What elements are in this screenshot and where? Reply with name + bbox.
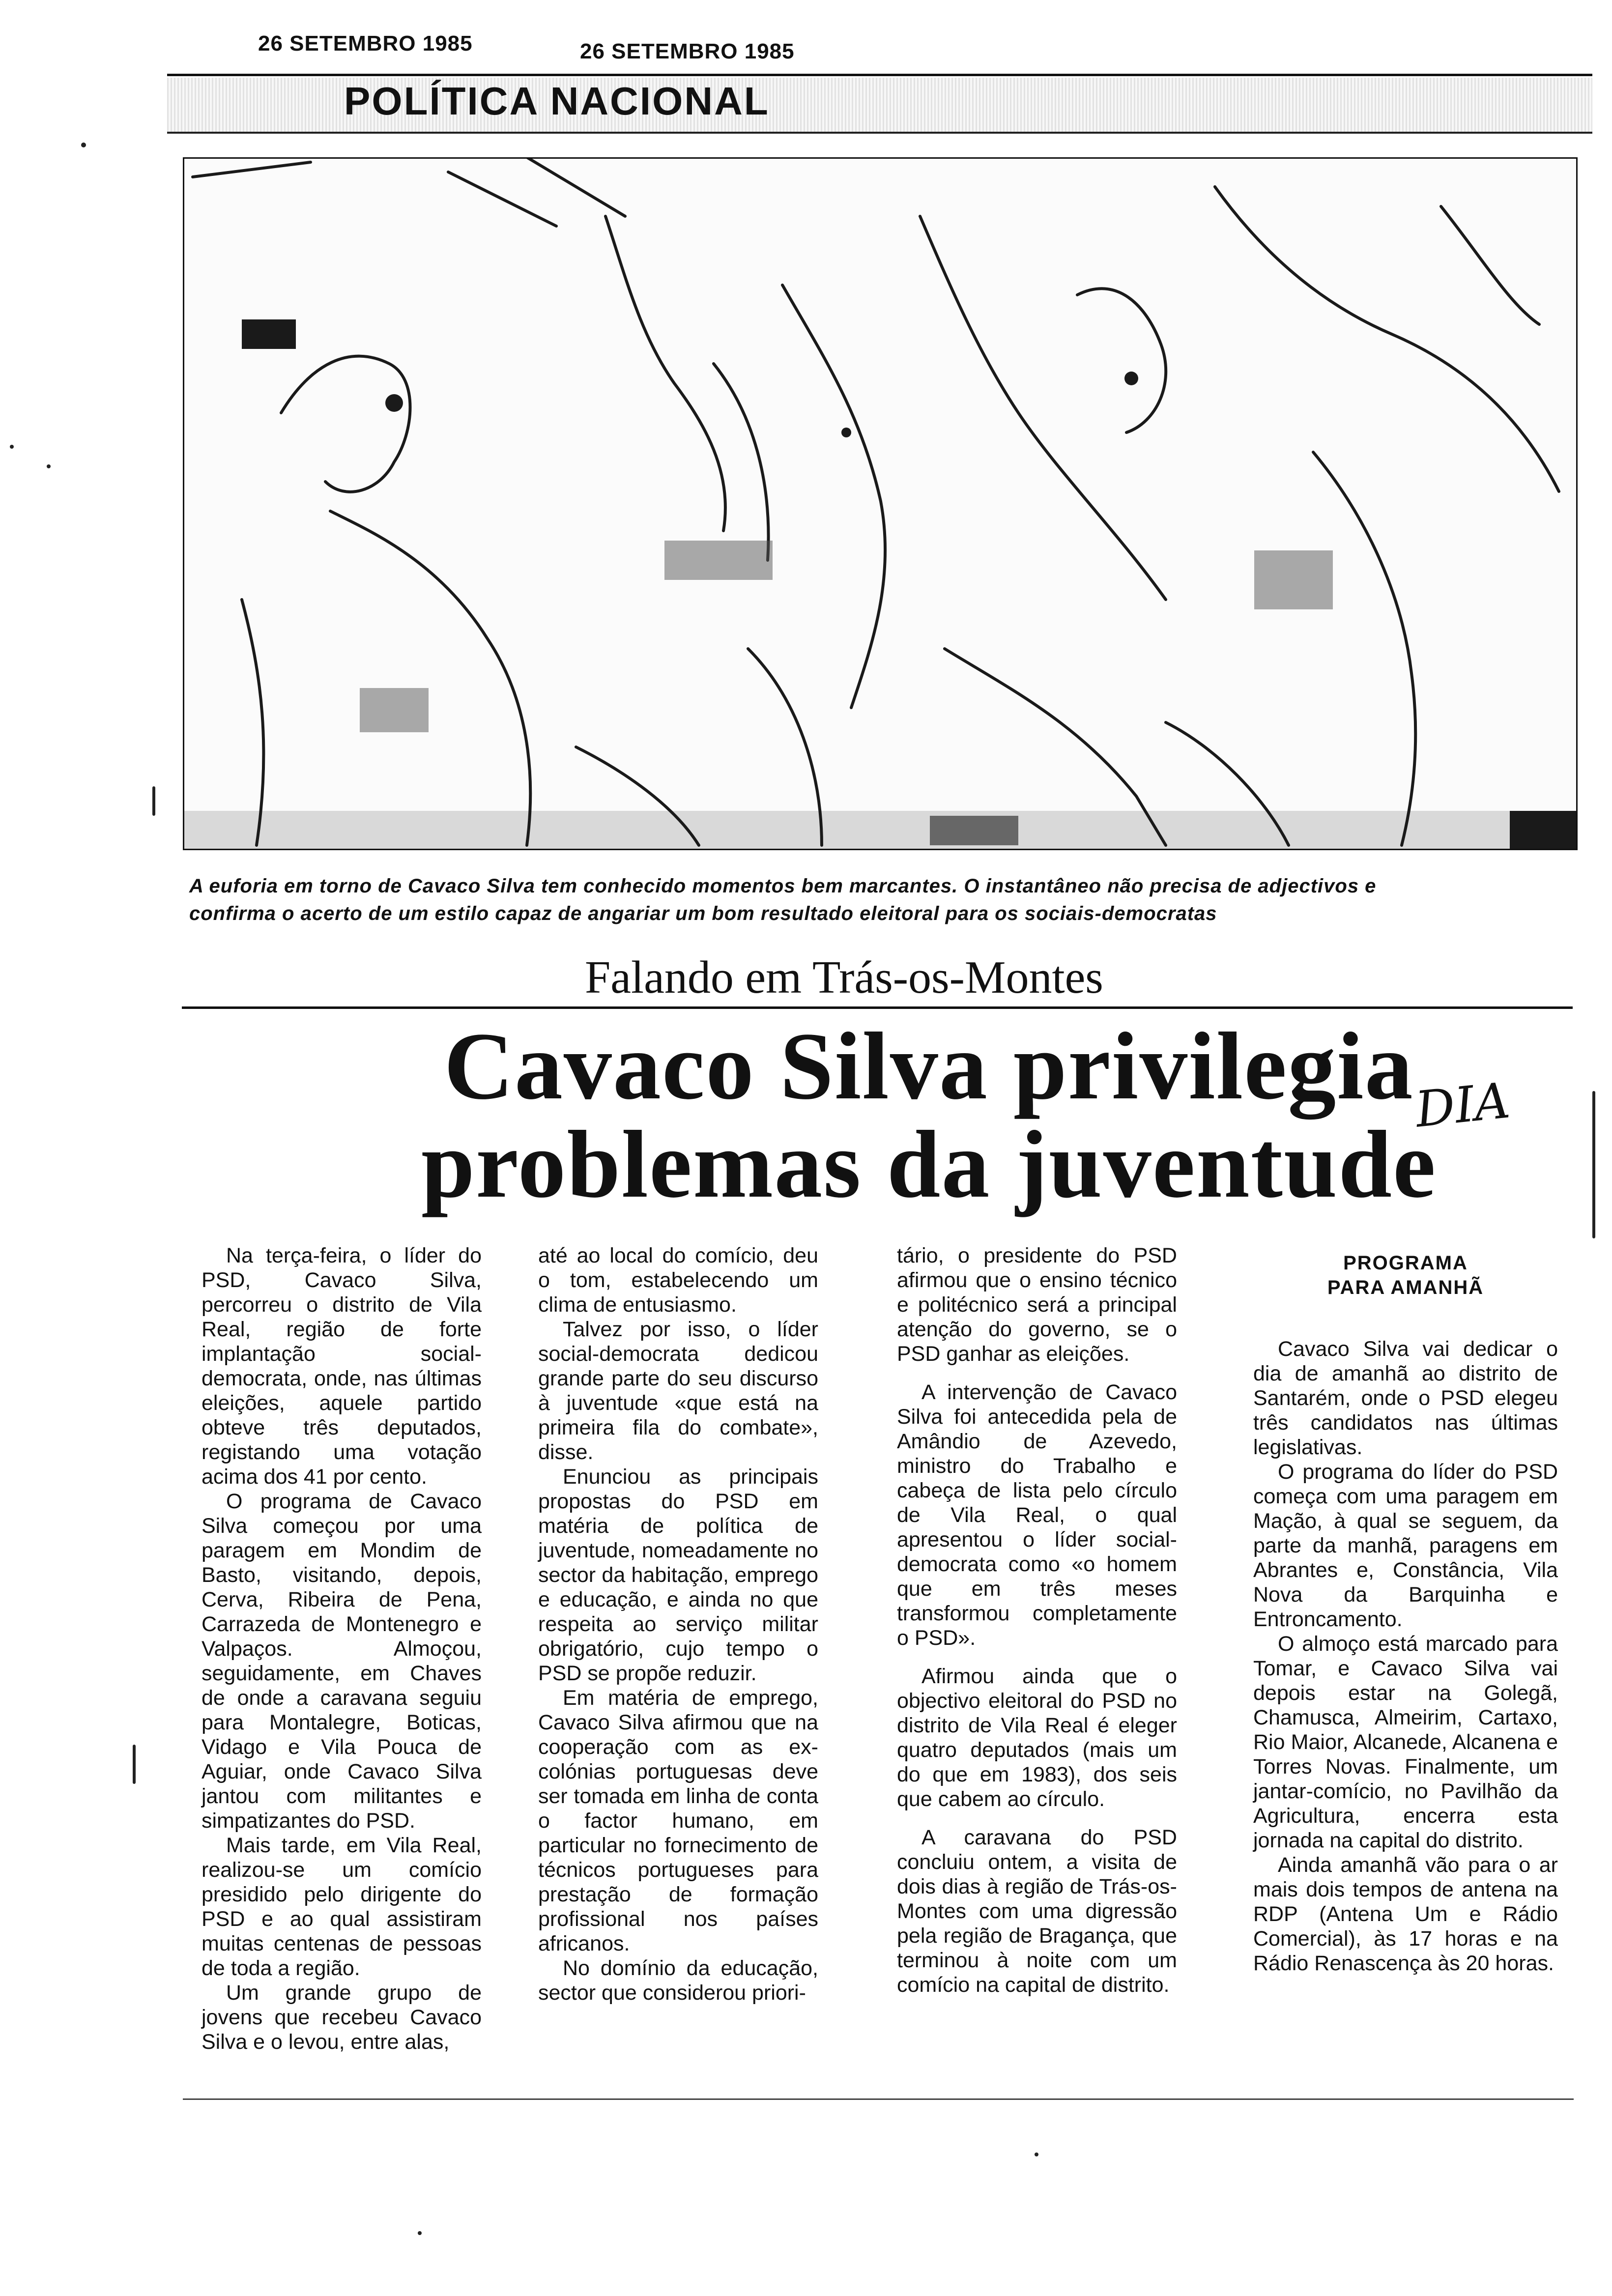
paragraph: A intervenção de Cavaco Silva foi antecedida pela de Amândio de Azevedo, ministro do Trabalho e cabeça de lista pelo círculo de Vila Real, o qual apresentou o líder social-democrata como «o homem que em três meses transformou completamente o PSD». [897,1380,1177,1650]
sidebar-programa [1253,1251,1558,1976]
paragraph: Mais tarde, em Vila Real, realizou-se um comício presidido pelo dirigente do PSD e ao qual assistiram muitas centenas de pessoas de toda a região. [202,1834,482,1980]
handwritten-note: DIA [1412,1071,1513,1139]
paragraph: até ao local do comício, deu o tom, estabelecendo um clima de entusiasmo. [538,1244,818,1317]
header-date-right: 26 SETEMBRO 1985 [580,39,795,63]
paragraph: A caravana do PSD concluiu ontem, a visita de dois dias à região de Trás-os-Montes com uma digressão pela região de Bragança, que terminou à noite com um comício na capital de distrito. [897,1826,1177,1997]
article-column-1 [202,1243,482,2054]
paragraph: Afirmou ainda que o objectivo eleitoral do PSD no distrito de Vila Real é eleger quatro deputados (mais um do que em 1983), dos seis que cabem ao círculo. [897,1665,1177,1811]
paragraph: O programa do líder do PSD começa com uma paragem em Mação, à qual se seguem, da parte da manhã, paragens em Abrantes e, Constância, Vila Nova da Barquinha e Entroncamento. [1253,1460,1558,1631]
paragraph: O almoço está marcado para Tomar, e Cavaco Silva vai depois estar na Golegã, Chamusca, Almeirim, Cartaxo, Rio Maior, Alcanede, Alcanena e Torres Novas. Finalmente, um jantar-comício, no Pavilhão da Agricultura, encerra esta jornada na capital do distrito. [1253,1632,1558,1852]
scan-speck [47,464,51,468]
scan-speck [418,2231,422,2235]
margin-mark [1592,1091,1595,1238]
scan-speck [10,445,14,449]
header-date-left: 26 SETEMBRO 1985 [258,31,473,56]
paragraph: Em matéria de emprego, Cavaco Silva afirmou que na cooperação com as ex-colónias portuguesas deve ser tomada em linha de conta o factor humano, em particular no fornecimento de técnicos portugueses para prestação de formação profissional nos países africanos. [538,1686,818,1955]
paragraph: O programa de Cavaco Silva começou por uma paragem em Mondim de Basto, visitando, depois, Cerva, Ribeira de Pena, Carrazeda de Montenegro e Valpaços. Almoçou, seguidamente, em Chaves de onde a caravana seguiu para Montalegre, Boticas, Vidago e Vila Pouca de Aguiar, onde Cavaco Silva jantou com militantes e simpatizantes do PSD. [202,1490,482,1833]
article-column-3 [897,1243,1177,1997]
article-photo [183,157,1578,850]
photo-crowd-icon [183,157,1578,850]
caption-line-1: A euforia em torno de Cavaco Silva tem conhecido momentos bem marcantes. O instantâneo não precisa de adjectivos e [189,875,1377,897]
headline-line-2: problemas da juventude [421,1111,1437,1218]
sidebar-title-line-1: PROGRAMA [1343,1252,1468,1274]
paragraph: Enunciou as principais propostas do PSD em matéria de política de juventude, nomeadamente no sector da habitação, emprego e educação, e ainda no que respeita ao serviço militar obrigatório, cujo tempo o PSD se propõe reduzir. [538,1465,818,1685]
headline-line-1: Cavaco Silva privilegia [444,1013,1414,1119]
footer-rule [183,2098,1574,2100]
article-column-2 [538,1243,818,2005]
section-rule [167,132,1592,134]
scan-speck [81,143,86,147]
article-headline [364,1013,1494,1218]
photo-caption [189,872,1565,927]
paragraph: Cavaco Silva vai dedicar o dia de amanhã ao distrito de Santarém, onde o PSD elegeu três candidatos nas últimas legislativas. [1253,1337,1558,1459]
paragraph: Na terça-feira, o líder do PSD, Cavaco Silva, percorreu o distrito de Vila Real, região de forte implantação social-democrata, onde, nas últimas eleições, aquele partido obteve três deputados, registando uma votação acima dos 41 por cento. [202,1244,482,1489]
paragraph: No domínio da educação, sector que considerou priori- [538,1956,818,2005]
sidebar-title [1253,1251,1558,1300]
margin-mark [133,1745,136,1784]
article-kicker: Falando em Trás-os-Montes [585,952,1103,1003]
paragraph: Talvez por isso, o líder social-democrata dedicou grande parte do seu discurso à juventude «que está na primeira fila do combate», disse. [538,1318,818,1464]
kicker-rule [182,1006,1573,1009]
caption-line-2: confirma o acerto de um estilo capaz de angariar um bom resultado eleitoral para os sociais-democratas [189,903,1217,924]
paragraph: tário, o presidente do PSD afirmou que o ensino técnico e politécnico será a principal atenção do governo, se o PSD ganhar as eleições. [897,1244,1177,1366]
scan-speck [1035,2152,1038,2156]
section-name: POLÍTICA NACIONAL [344,79,770,123]
header-rule [167,74,1592,76]
paragraph: Ainda amanhã vão para o ar mais dois tempos de antena na RDP (Antena Um e Rádio Comercial), às 17 horas e na Rádio Renascença às 20 horas. [1253,1853,1558,1975]
margin-mark [152,786,155,816]
paragraph: Um grande grupo de jovens que recebeu Cavaco Silva e o levou, entre alas, [202,1981,482,2054]
sidebar-title-line-2: PARA AMANHÃ [1327,1277,1484,1298]
